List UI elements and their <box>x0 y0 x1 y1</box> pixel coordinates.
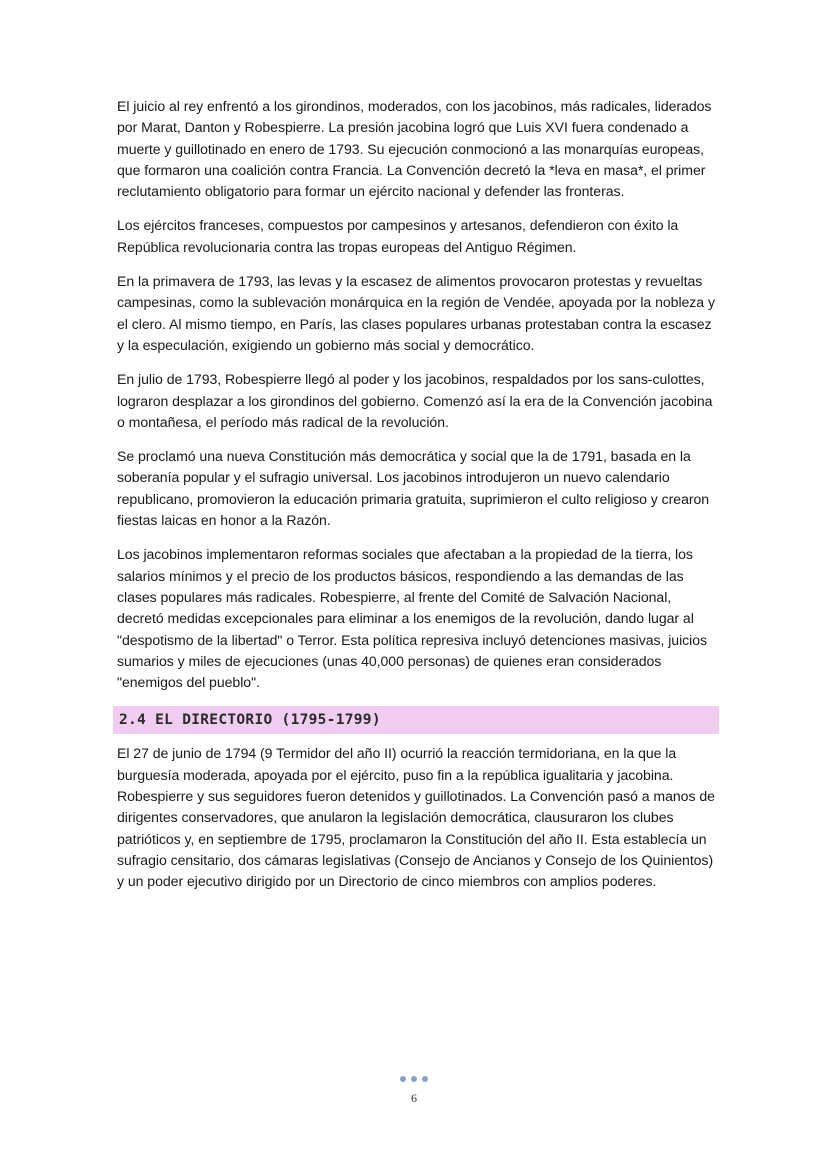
paragraph: En julio de 1793, Robespierre llegó al poder y los jacobinos, respaldados por los sans-culottes, lograron desplazar a los girondinos del gobierno. Comenzó así la era de la Convención jacobina o montañesa, el período más radical de la revolución. <box>117 371 713 430</box>
page-footer <box>0 1076 828 1106</box>
section-paragraph: El 27 de junio de 1794 (9 Termidor del año II) ocurrió la reacción termidoriana, en la que la burguesía moderada, apoyada por el ejército, puso fin a la república igualitaria y jacobina. Robespierre y sus seguidores fueron detenidos y guillotinados. La Convención pasó a manos de dirigentes conservadores, que anularon la legislación democrática, clausuraron los clubes patrióticos y, en septiembre de 1795, proclamaron la Constitución del año II. Esta establecía un sufragio censitario, dos cámaras legislativas (Consejo de Ancianos y Consejo de los Quinientos) y un poder ejecutivo dirigido por un Directorio de cinco miembros con amplios poderes. <box>117 745 715 890</box>
dot-icon <box>422 1076 428 1082</box>
paragraph: Los ejércitos franceses, compuestos por campesinos y artesanos, defendieron con éxito la República revolucionaria contra las tropas europeas del Antiguo Régimen. <box>117 217 679 255</box>
paragraph: Los jacobinos implementaron reformas sociales que afectaban a la propiedad de la tierra, los salarios mínimos y el precio de los productos básicos, respondiendo a las demandas de las clases populares más radicales. Robespierre, al frente del Comité de Salvación Nacional, decretó medidas excepcionales para eliminar a los enemigos de la revolución, dando lugar al "despotismo de la libertad" o Terror. Esta política represiva incluyó detenciones masivas, juicios sumarios y miles de ejecuciones (unas 40,000 personas) de quienes eran considerados "enemigos del pueblo". <box>117 546 708 691</box>
dot-icon <box>411 1076 417 1082</box>
document-body <box>117 96 715 906</box>
dot-icon <box>400 1076 406 1082</box>
footer-ornament <box>0 1076 828 1084</box>
section-heading: 2.4 EL DIRECTORIO (1795-1799) <box>113 706 719 734</box>
page-number: 6 <box>411 1091 417 1105</box>
paragraph: El juicio al rey enfrentó a los girondinos, moderados, con los jacobinos, más radicales, liderados por Marat, Danton y Robespierre. La presión jacobina logró que Luis XVI fuera condenado a muerte y guillotinado en enero de 1793. Su ejecución conmocionó a las monarquías europeas, que formaron una coalición contra Francia. La Convención decretó la *leva en masa*, el primer reclutamiento obligatorio para formar un ejército nacional y defender las fronteras. <box>117 98 712 200</box>
paragraph: Se proclamó una nueva Constitución más democrática y social que la de 1791, basada en la soberanía popular y el sufragio universal. Los jacobinos introdujeron un nuevo calendario republicano, promovieron la educación primaria gratuita, suprimieron el culto religioso y crearon fiestas laicas en honor a la Razón. <box>117 448 710 529</box>
paragraph: En la primavera de 1793, las levas y la escasez de alimentos provocaron protestas y revueltas campesinas, como la sublevación monárquica en la región de Vendée, apoyada por la nobleza y el clero. Al mismo tiempo, en París, las clases populares urbanas protestaban contra la escasez y la especulación, exigiendo un gobierno más social y democrático. <box>117 273 715 353</box>
